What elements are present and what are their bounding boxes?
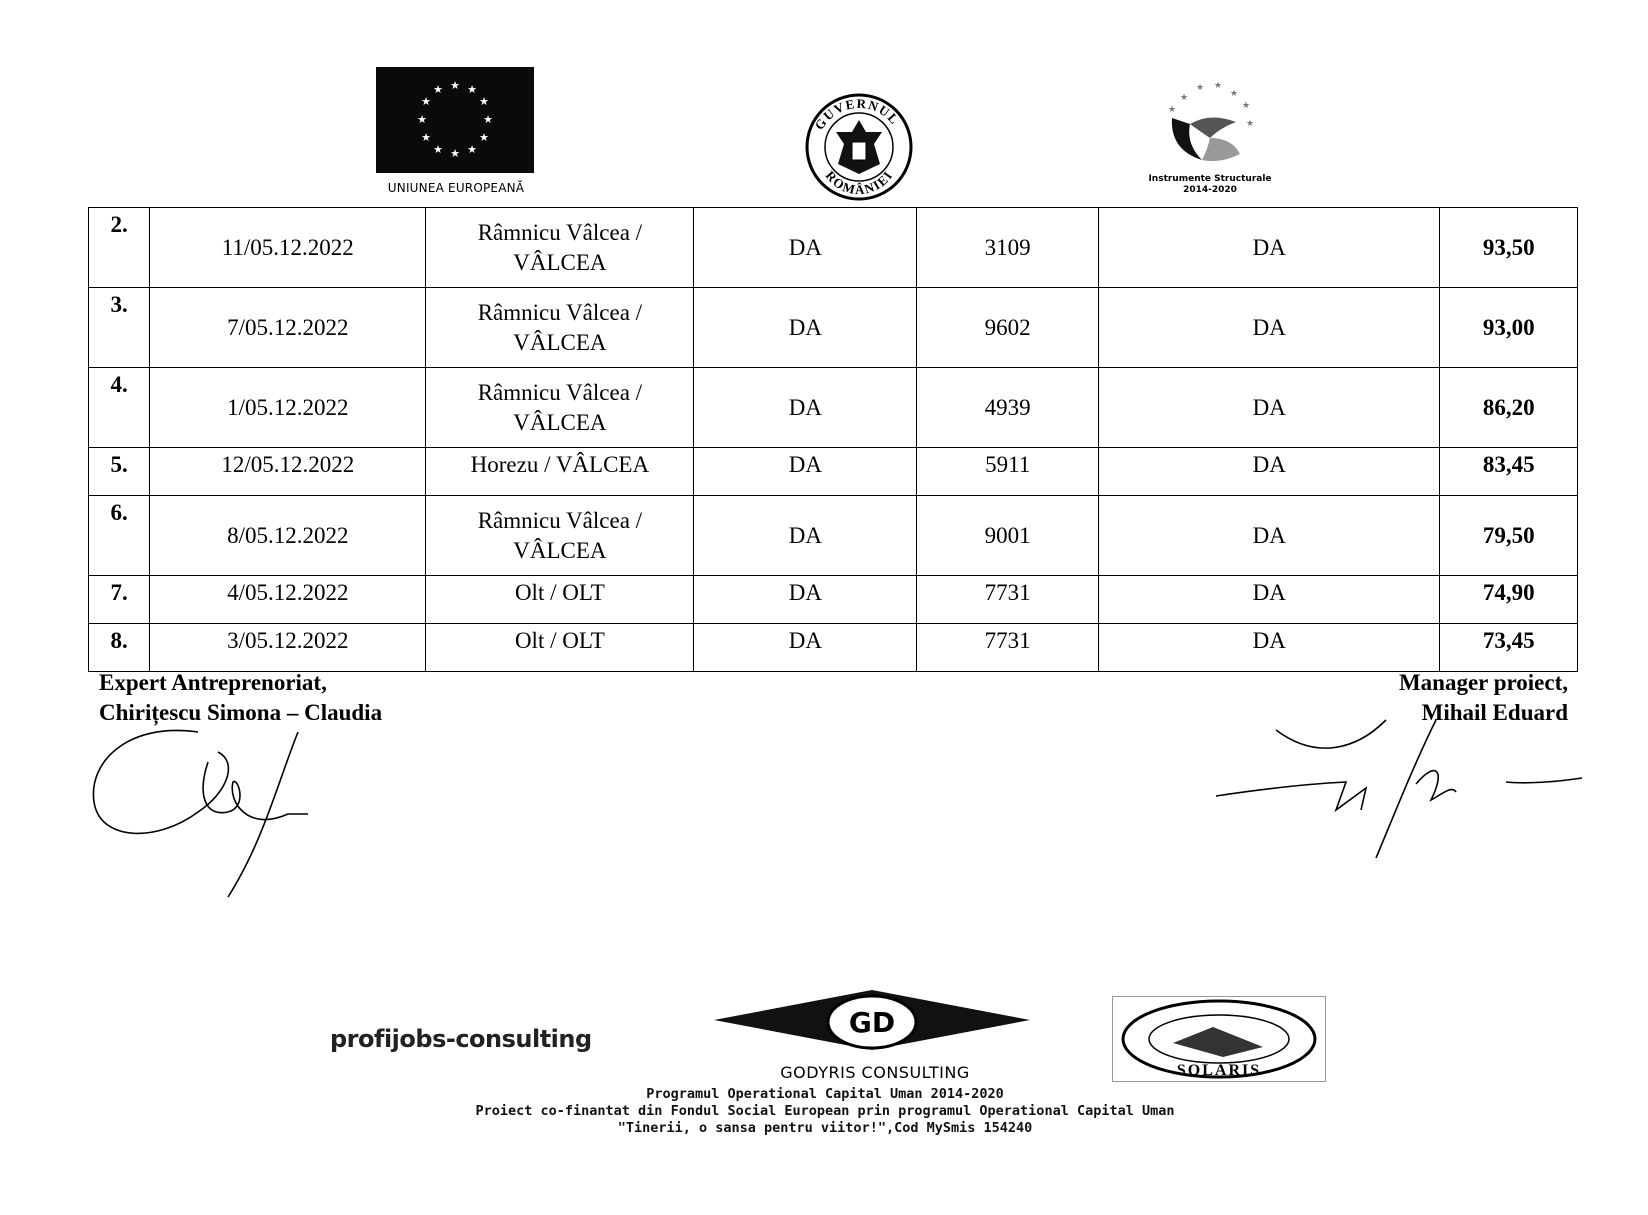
left-handwritten-signature [88,722,318,902]
location-line1: Olt / OLT [514,580,605,605]
svg-text:★: ★ [433,83,443,96]
svg-text:★: ★ [1246,119,1255,129]
seal-text-icon [804,92,914,202]
location-line2: VÂLCEA [513,409,607,435]
row-number-cell: 7. [89,576,150,624]
eligibility-cell: DA [694,208,917,288]
eu-flag-logo [376,67,534,173]
caen-code-cell: 9001 [917,496,1099,576]
admissibility-cell: DA [1099,288,1440,368]
row-number-cell: 5. [89,448,150,496]
caen-code-cell: 3109 [917,208,1099,288]
location-line1: Râmnicu Vâlcea / [477,299,643,325]
location-cell [426,368,694,448]
svg-text:★: ★ [1168,105,1177,115]
table-row [89,576,1578,624]
svg-text:★: ★ [433,143,443,156]
location-line1: Olt / OLT [514,628,605,653]
right-signer-title: Manager proiect, [1398,670,1568,695]
svg-text:★: ★ [1180,93,1189,103]
registration-date-cell: 4/05.12.2022 [150,576,426,624]
admissibility-cell: DA [1099,624,1440,672]
right-signer-name: Mihail Eduard [1421,700,1568,725]
godyris-monogram: GD [848,1006,896,1039]
registration-date-cell: 11/05.12.2022 [150,208,426,288]
score-cell: 93,00 [1440,288,1578,368]
table-row [89,624,1578,672]
solaris-name: SOLARIS [1176,1062,1262,1079]
svg-text:★: ★ [417,113,427,126]
location-cell [426,576,694,624]
location-line1: Râmnicu Vâlcea / [477,379,643,405]
eligibility-cell: DA [694,624,917,672]
svg-text:GUVERNUL: GUVERNUL [811,95,903,133]
eligibility-cell: DA [694,368,917,448]
admissibility-cell: DA [1099,576,1440,624]
location-cell [426,624,694,672]
location-cell [426,288,694,368]
registration-date-cell: 8/05.12.2022 [150,496,426,576]
registration-date-cell: 3/05.12.2022 [150,624,426,672]
footer-line1: Programul Operational Capital Uman 2014-2020 [646,1086,1004,1102]
registration-date-cell: 1/05.12.2022 [150,368,426,448]
location-line2: VÂLCEA [513,537,607,563]
svg-text:★: ★ [479,95,489,108]
registration-date-cell: 7/05.12.2022 [150,288,426,368]
admissibility-cell: DA [1099,208,1440,288]
footer-line2: Proiect co-finantat din Fondul Social European prin programul Operational Capital Uman [475,1103,1175,1119]
svg-text:★: ★ [467,83,477,96]
registration-date-cell: 12/05.12.2022 [150,448,426,496]
svg-text:★: ★ [1214,81,1223,91]
score-cell: 86,20 [1440,368,1578,448]
location-line2: VÂLCEA [513,249,607,275]
admissibility-cell: DA [1099,496,1440,576]
eligibility-cell: DA [694,288,917,368]
table-row [89,288,1578,368]
instrumente-structurale-logo [1150,78,1260,178]
score-cell: 79,50 [1440,496,1578,576]
is-caption-line2: 2014-2020 [1183,185,1237,195]
caen-code-cell: 4939 [917,368,1099,448]
admissibility-cell: DA [1099,368,1440,448]
score-cell: 93,50 [1440,208,1578,288]
left-signer-name: Chirițescu Simona – Claudia [99,700,383,725]
table-row [89,496,1578,576]
row-number-cell: 2. [89,208,150,288]
svg-text:★: ★ [483,113,493,126]
location-line1: Horezu / VÂLCEA [470,452,650,477]
row-number-cell: 4. [89,368,150,448]
svg-text:★: ★ [1242,101,1251,111]
svg-text:★: ★ [450,79,460,92]
table-row [89,368,1578,448]
eligibility-cell: DA [694,448,917,496]
svg-text:★: ★ [421,131,431,144]
svg-text:★: ★ [450,147,460,160]
godyris-consulting-logo [714,990,1030,1070]
svg-text:ROMÂNIEI: ROMÂNIEI [822,167,896,198]
romanian-government-seal [804,92,914,202]
location-line2: VÂLCEA [513,329,607,355]
svg-text:★: ★ [421,95,431,108]
row-number-cell: 3. [89,288,150,368]
eu-stars-icon [376,67,534,173]
caen-code-cell: 7731 [917,576,1099,624]
row-number-cell: 6. [89,496,150,576]
location-line1: Râmnicu Vâlcea / [477,219,643,245]
location-cell [426,448,694,496]
location-line1: Râmnicu Vâlcea / [477,507,643,533]
table-row [89,448,1578,496]
caen-code-cell: 7731 [917,624,1099,672]
location-cell [426,208,694,288]
is-caption-line1: Instrumente Structurale [1148,174,1272,184]
svg-text:★: ★ [1196,83,1205,93]
svg-text:★: ★ [467,143,477,156]
score-cell: 83,45 [1440,448,1578,496]
eu-caption: UNIUNEA EUROPEANĂ [387,181,525,195]
caen-code-cell: 5911 [917,448,1099,496]
location-cell [426,496,694,576]
svg-text:★: ★ [479,131,489,144]
table-row [89,208,1578,288]
score-cell: 73,45 [1440,624,1578,672]
caen-code-cell: 9602 [917,288,1099,368]
row-number-cell: 8. [89,624,150,672]
eligibility-cell: DA [694,496,917,576]
profijobs-consulting-logo: profijobs-consulting [330,1025,592,1053]
footer-line3: "Tinerii, o sansa pentru viitor!",Cod MySmis 154240 [617,1120,1033,1136]
right-handwritten-signature [1216,700,1586,860]
admissibility-cell: DA [1099,448,1440,496]
footer-program-text [300,1086,1350,1137]
instrumente-structurale-caption [1140,174,1280,196]
svg-text:★: ★ [1230,89,1239,99]
godyris-name: GODYRIS CONSULTING [780,1063,970,1082]
score-cell: 74,90 [1440,576,1578,624]
left-signature-block [99,668,382,728]
solaris-logo [1112,996,1326,1082]
eligibility-cell: DA [694,576,917,624]
left-signer-title: Expert Antreprenoriat, [99,670,327,695]
results-table [88,207,1578,672]
